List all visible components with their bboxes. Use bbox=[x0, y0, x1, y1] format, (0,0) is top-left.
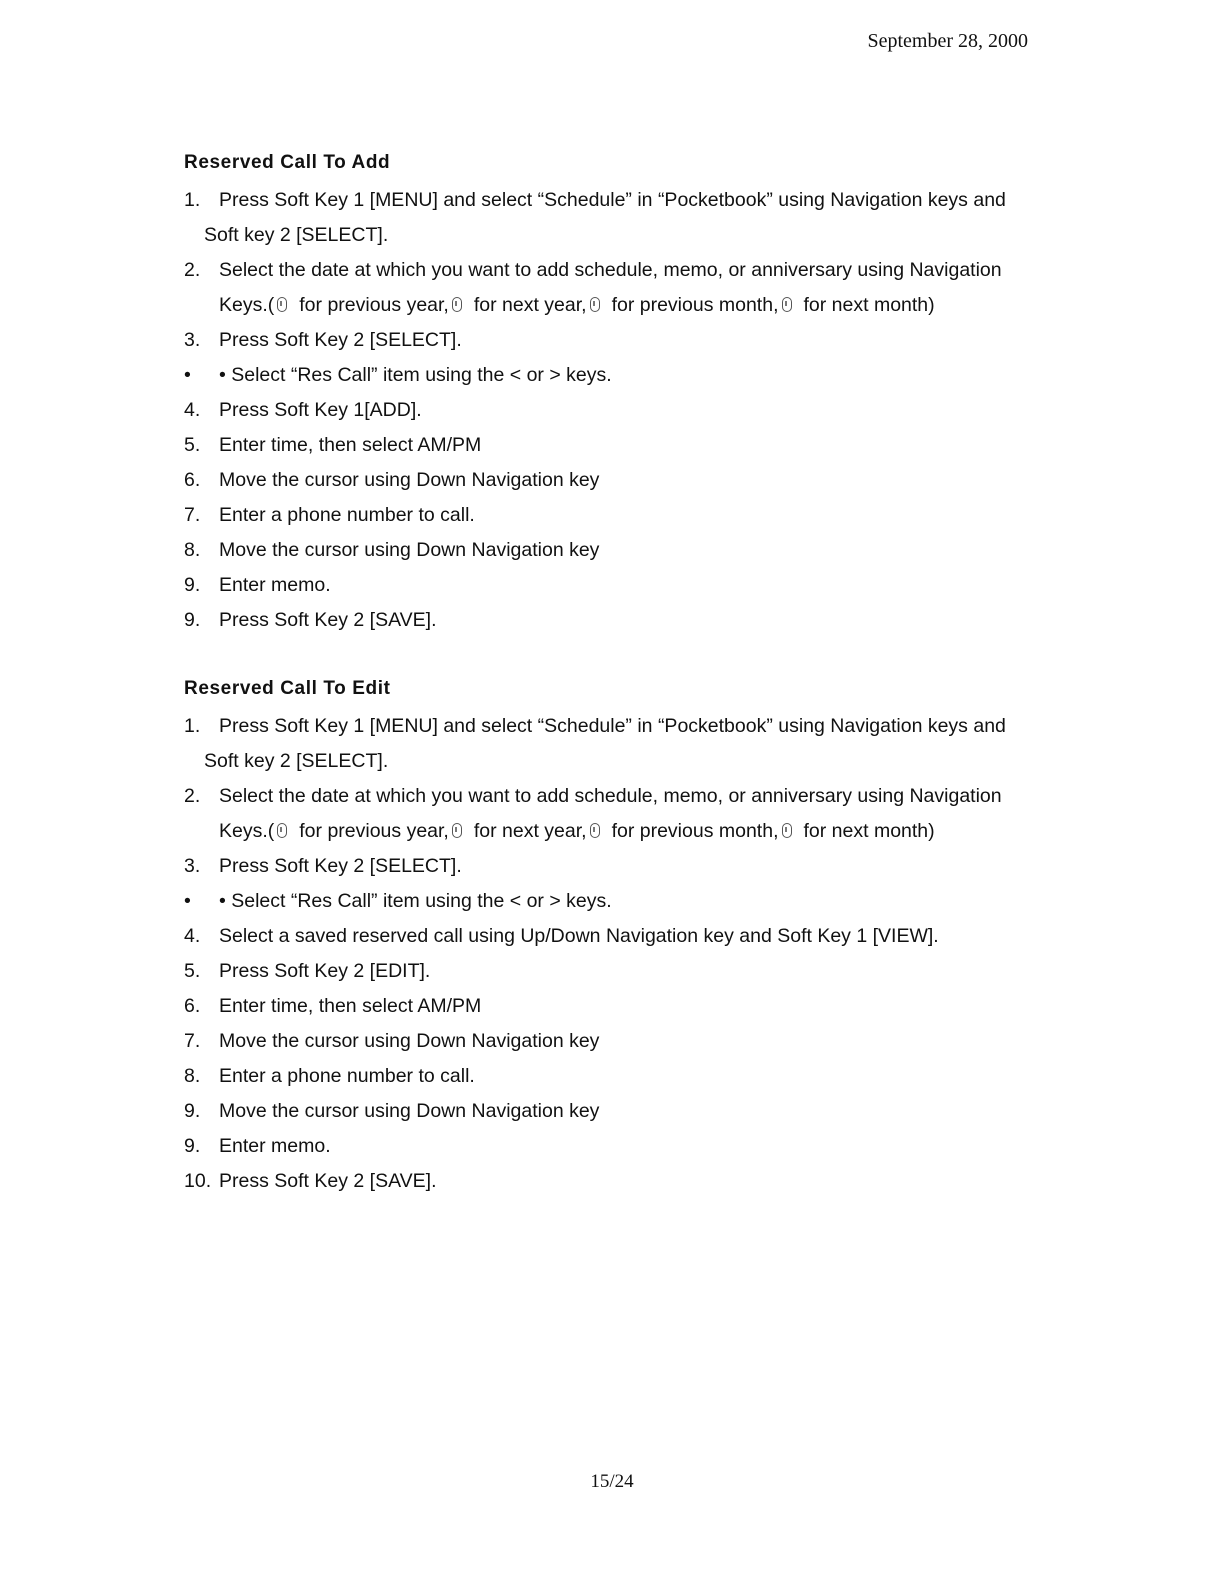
list-item bbox=[184, 1024, 1034, 1059]
nav-key-icon bbox=[452, 297, 462, 312]
step-number: 7. bbox=[184, 504, 201, 526]
step-text: Select the date at which you want to add schedule, memo, or anniversary using Navigation bbox=[219, 259, 1002, 281]
list-item bbox=[184, 1164, 1034, 1199]
step-text: Press Soft Key 1[ADD]. bbox=[219, 399, 422, 421]
step-text: Enter time, then select AM/PM bbox=[219, 434, 482, 456]
step-number: • bbox=[184, 364, 191, 386]
nav-key-icon bbox=[590, 297, 600, 312]
step-number: 7. bbox=[184, 1030, 201, 1052]
step-text: Press Soft Key 1 [MENU] and select “Schedule” in “Pocketbook” using Navigation keys and bbox=[219, 189, 1006, 211]
keys-text: Keys.( bbox=[219, 294, 275, 316]
step-number: 9. bbox=[184, 609, 201, 631]
step-number: 1. bbox=[184, 189, 201, 211]
nav-key-icon bbox=[782, 823, 792, 838]
step-text: Press Soft Key 2 [SAVE]. bbox=[219, 1170, 437, 1192]
list-item bbox=[184, 849, 1034, 884]
step-number: 3. bbox=[184, 855, 201, 877]
nav-key-icon bbox=[782, 297, 792, 312]
list-item bbox=[184, 919, 1034, 954]
list-item bbox=[184, 498, 1034, 533]
step-text: Enter a phone number to call. bbox=[219, 504, 475, 526]
page-number: 15/24 bbox=[590, 1471, 634, 1492]
keys-text: for previous month, bbox=[611, 294, 779, 316]
step-text: • Select “Res Call” item using the < or > keys. bbox=[219, 890, 612, 912]
list-item bbox=[184, 358, 1034, 393]
keys-text: for next year, bbox=[473, 294, 587, 316]
step-continuation bbox=[184, 814, 1034, 849]
step-text: Enter memo. bbox=[219, 574, 331, 596]
list-item bbox=[184, 884, 1034, 919]
section-title: Reserved Call To Edit bbox=[184, 678, 391, 699]
step-number: 5. bbox=[184, 960, 201, 982]
step-continuation: Soft key 2 [SELECT]. bbox=[204, 224, 389, 246]
nav-key-icon bbox=[277, 297, 287, 312]
step-number: 2. bbox=[184, 259, 201, 281]
keys-text: for previous year, bbox=[299, 294, 449, 316]
step-number: 8. bbox=[184, 539, 201, 561]
list-item bbox=[184, 428, 1034, 463]
nav-key-icon bbox=[452, 823, 462, 838]
keys-text: for previous year, bbox=[299, 820, 449, 842]
step-continuation bbox=[184, 288, 1034, 323]
nav-key-icon bbox=[277, 823, 287, 838]
step-number: 10. bbox=[184, 1170, 212, 1192]
step-text: Enter time, then select AM/PM bbox=[219, 995, 482, 1017]
step-text: Press Soft Key 2 [SELECT]. bbox=[219, 329, 462, 351]
step-text: Select the date at which you want to add schedule, memo, or anniversary using Navigation bbox=[219, 785, 1002, 807]
step-text: Move the cursor using Down Navigation key bbox=[219, 469, 600, 491]
list-item bbox=[184, 709, 1034, 744]
step-text: Press Soft Key 2 [EDIT]. bbox=[219, 960, 431, 982]
list-item bbox=[184, 253, 1034, 288]
list-item bbox=[184, 183, 1034, 218]
list-item bbox=[184, 603, 1034, 638]
step-number: 4. bbox=[184, 925, 201, 947]
nav-key-icon bbox=[590, 823, 600, 838]
page-date: September 28, 2000 bbox=[867, 30, 1028, 52]
step-text: Enter memo. bbox=[219, 1135, 331, 1157]
step-text: Press Soft Key 1 [MENU] and select “Schedule” in “Pocketbook” using Navigation keys and bbox=[219, 715, 1006, 737]
step-text: Enter a phone number to call. bbox=[219, 1065, 475, 1087]
step-text: Select a saved reserved call using Up/Down Navigation key and Soft Key 1 [VIEW]. bbox=[219, 925, 939, 947]
list-item bbox=[184, 463, 1034, 498]
step-text: Press Soft Key 2 [SELECT]. bbox=[219, 855, 462, 877]
step-number: 2. bbox=[184, 785, 201, 807]
list-item bbox=[184, 989, 1034, 1024]
keys-text: for previous month, bbox=[611, 820, 779, 842]
list-item bbox=[184, 1059, 1034, 1094]
list-item bbox=[184, 779, 1034, 814]
step-number: 3. bbox=[184, 329, 201, 351]
step-number: 4. bbox=[184, 399, 201, 421]
keys-text: for next year, bbox=[473, 820, 587, 842]
keys-text: Keys.( bbox=[219, 820, 275, 842]
step-text: Move the cursor using Down Navigation key bbox=[219, 1030, 600, 1052]
step-number: 9. bbox=[184, 1100, 201, 1122]
step-number: 5. bbox=[184, 434, 201, 456]
step-number: • bbox=[184, 890, 191, 912]
step-text: • Select “Res Call” item using the < or > keys. bbox=[219, 364, 612, 386]
keys-text: for next month) bbox=[803, 820, 935, 842]
step-text: Move the cursor using Down Navigation key bbox=[219, 1100, 600, 1122]
step-continuation: Soft key 2 [SELECT]. bbox=[204, 750, 389, 772]
step-number: 1. bbox=[184, 715, 201, 737]
section-title: Reserved Call To Add bbox=[184, 152, 391, 173]
step-number: 6. bbox=[184, 995, 201, 1017]
keys-text: for next month) bbox=[803, 294, 935, 316]
list-item bbox=[184, 568, 1034, 603]
step-number: 9. bbox=[184, 1135, 201, 1157]
step-number: 6. bbox=[184, 469, 201, 491]
step-text: Move the cursor using Down Navigation key bbox=[219, 539, 600, 561]
list-item bbox=[184, 533, 1034, 568]
section-reserved-call-to-add bbox=[184, 148, 1034, 638]
list-item bbox=[184, 323, 1034, 358]
list-item bbox=[184, 1129, 1034, 1164]
section-reserved-call-to-edit bbox=[184, 674, 1034, 1199]
step-text: Press Soft Key 2 [SAVE]. bbox=[219, 609, 437, 631]
step-number: 9. bbox=[184, 574, 201, 596]
list-item bbox=[184, 954, 1034, 989]
step-number: 8. bbox=[184, 1065, 201, 1087]
list-item bbox=[184, 1094, 1034, 1129]
list-item bbox=[184, 393, 1034, 428]
